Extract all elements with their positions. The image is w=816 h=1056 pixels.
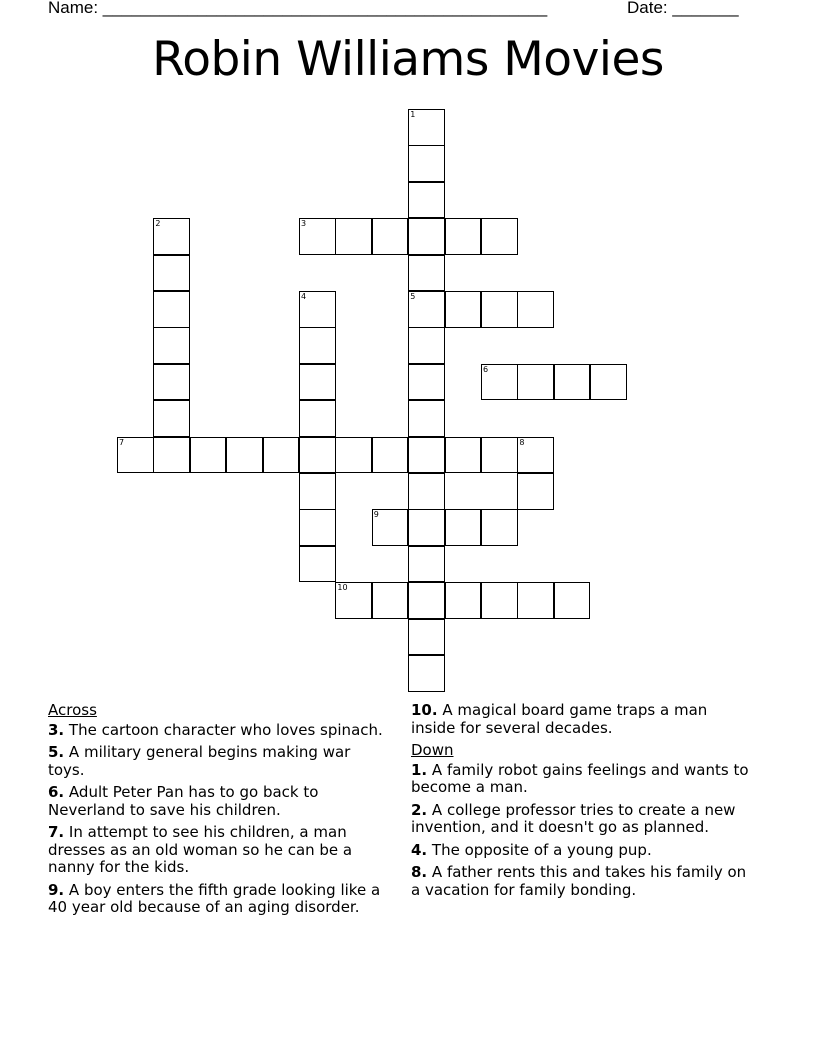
grid-cell[interactable] [299,327,336,364]
cell-number: 3 [301,219,307,229]
grid-cell[interactable] [153,291,190,328]
grid-cell[interactable] [408,145,445,182]
grid-cell[interactable] [408,437,445,474]
grid-cell[interactable] [445,509,482,546]
grid-cell[interactable] [226,437,263,474]
grid-cell[interactable] [372,582,409,619]
clues-left-column [48,702,388,922]
grid-cell[interactable] [299,364,336,401]
grid-cell[interactable] [153,255,190,292]
down-heading: Down [411,741,454,759]
grid-cell[interactable] [153,327,190,364]
grid-cell[interactable] [299,473,336,510]
grid-cell[interactable] [408,400,445,437]
clue-across-3 [48,722,388,740]
clue-across-6 [48,784,388,819]
grid-cell[interactable] [299,291,336,328]
clue-number: 5. [48,743,65,761]
date-field[interactable]: Date: _______ [627,0,739,17]
grid-cell[interactable] [299,400,336,437]
grid-cell[interactable] [299,437,336,474]
grid-cell[interactable] [408,546,445,583]
grid-cell[interactable] [517,291,554,328]
cell-number: 6 [483,364,489,374]
clues-right-column [411,702,756,904]
cell-number: 1 [410,110,416,119]
clue-number: 3. [48,720,65,739]
clue-number: 7. [48,823,65,841]
grid-cell[interactable] [481,582,518,619]
grid-cell[interactable] [590,364,627,401]
grid-cell[interactable] [408,509,445,546]
grid-cell[interactable] [408,218,445,255]
clue-number: 2. [411,800,428,819]
grid-cell[interactable] [481,218,518,255]
grid-cell[interactable] [408,182,445,219]
cell-number: 2 [155,219,161,229]
grid-cell[interactable] [517,582,554,619]
grid-cell[interactable] [517,364,554,401]
cell-number: 7 [119,437,125,447]
grid-cell[interactable] [299,218,336,255]
cell-number: 8 [519,437,525,447]
grid-cell[interactable] [408,655,445,692]
clue-text: Adult Peter Pan has to go back to Neverland to save his children. [48,783,319,819]
clue-down-2 [411,802,756,837]
grid-cell[interactable] [372,437,409,474]
clue-text: In attempt to see his children, a man dresses as an old woman so he can be a nanny for the kids. [48,823,353,876]
clue-across-9 [48,882,388,917]
clue-text: A college professor tries to create a new invention, and it doesn't go as planned. [411,800,736,836]
grid-cell[interactable] [299,509,336,546]
grid-cell[interactable] [263,437,300,474]
grid-cell[interactable] [117,437,154,474]
clue-number: 9. [48,880,65,899]
grid-cell[interactable] [445,437,482,474]
puzzle-title: Robin Williams Movies [152,32,664,87]
clue-down-4 [411,842,756,860]
grid-cell[interactable] [299,546,336,583]
grid-cell[interactable] [408,582,445,619]
across-heading: Across [48,701,97,719]
grid-cell[interactable] [408,255,445,292]
clue-text: A military general begins making war toys. [48,743,351,779]
cell-number: 9 [373,510,379,520]
cell-number: 5 [410,292,416,301]
grid-cell[interactable] [153,364,190,401]
clue-text: A father rents this and takes his family on a vacation for family bonding. [411,863,747,899]
clue-number: 1. [411,760,428,779]
clue-number: 10. [411,701,438,719]
grid-cell[interactable] [335,437,372,474]
cell-number: 10 [337,583,348,593]
clue-number: 6. [48,783,65,801]
grid-cell[interactable] [372,509,409,546]
grid-cell[interactable] [153,218,190,255]
grid-cell[interactable] [481,437,518,474]
grid-cell[interactable] [408,109,445,146]
clue-number: 8. [411,863,428,881]
grid-cell[interactable] [372,218,409,255]
clue-text: The opposite of a young pup. [431,840,652,859]
clue-text: A boy enters the fifth grade looking like a 40 year old because of an aging disorder. [48,880,381,916]
clue-text: A magical board game traps a man inside for several decades. [411,701,708,737]
grid-cell[interactable] [517,473,554,510]
grid-cell[interactable] [335,582,372,619]
clue-down-1 [411,762,756,797]
grid-cell[interactable] [190,437,227,474]
grid-cell[interactable] [481,291,518,328]
grid-cell[interactable] [445,218,482,255]
clue-number: 4. [411,840,428,859]
grid-cell[interactable] [408,619,445,656]
grid-cell[interactable] [481,364,518,401]
grid-cell[interactable] [408,327,445,364]
grid-cell[interactable] [554,582,591,619]
clue-across-10 [411,702,756,737]
clue-across-5 [48,744,388,779]
cell-number: 4 [301,292,307,301]
grid-cell[interactable] [153,400,190,437]
grid-cell[interactable] [335,218,372,255]
clue-down-8 [411,864,756,899]
clue-across-7 [48,824,388,877]
grid-cell[interactable] [408,291,445,328]
grid-cell[interactable] [481,509,518,546]
clue-text: The cartoon character who loves spinach. [68,720,383,739]
clue-text: A family robot gains feelings and wants to become a man. [411,760,749,796]
grid-cell[interactable] [408,473,445,510]
grid-cell[interactable] [517,437,554,474]
grid-cell[interactable] [445,582,482,619]
grid-cell[interactable] [554,364,591,401]
grid-cell[interactable] [153,437,190,474]
grid-cell[interactable] [445,291,482,328]
grid-cell[interactable] [408,364,445,401]
name-field[interactable]: Name: _______________________________________________ [48,0,548,17]
